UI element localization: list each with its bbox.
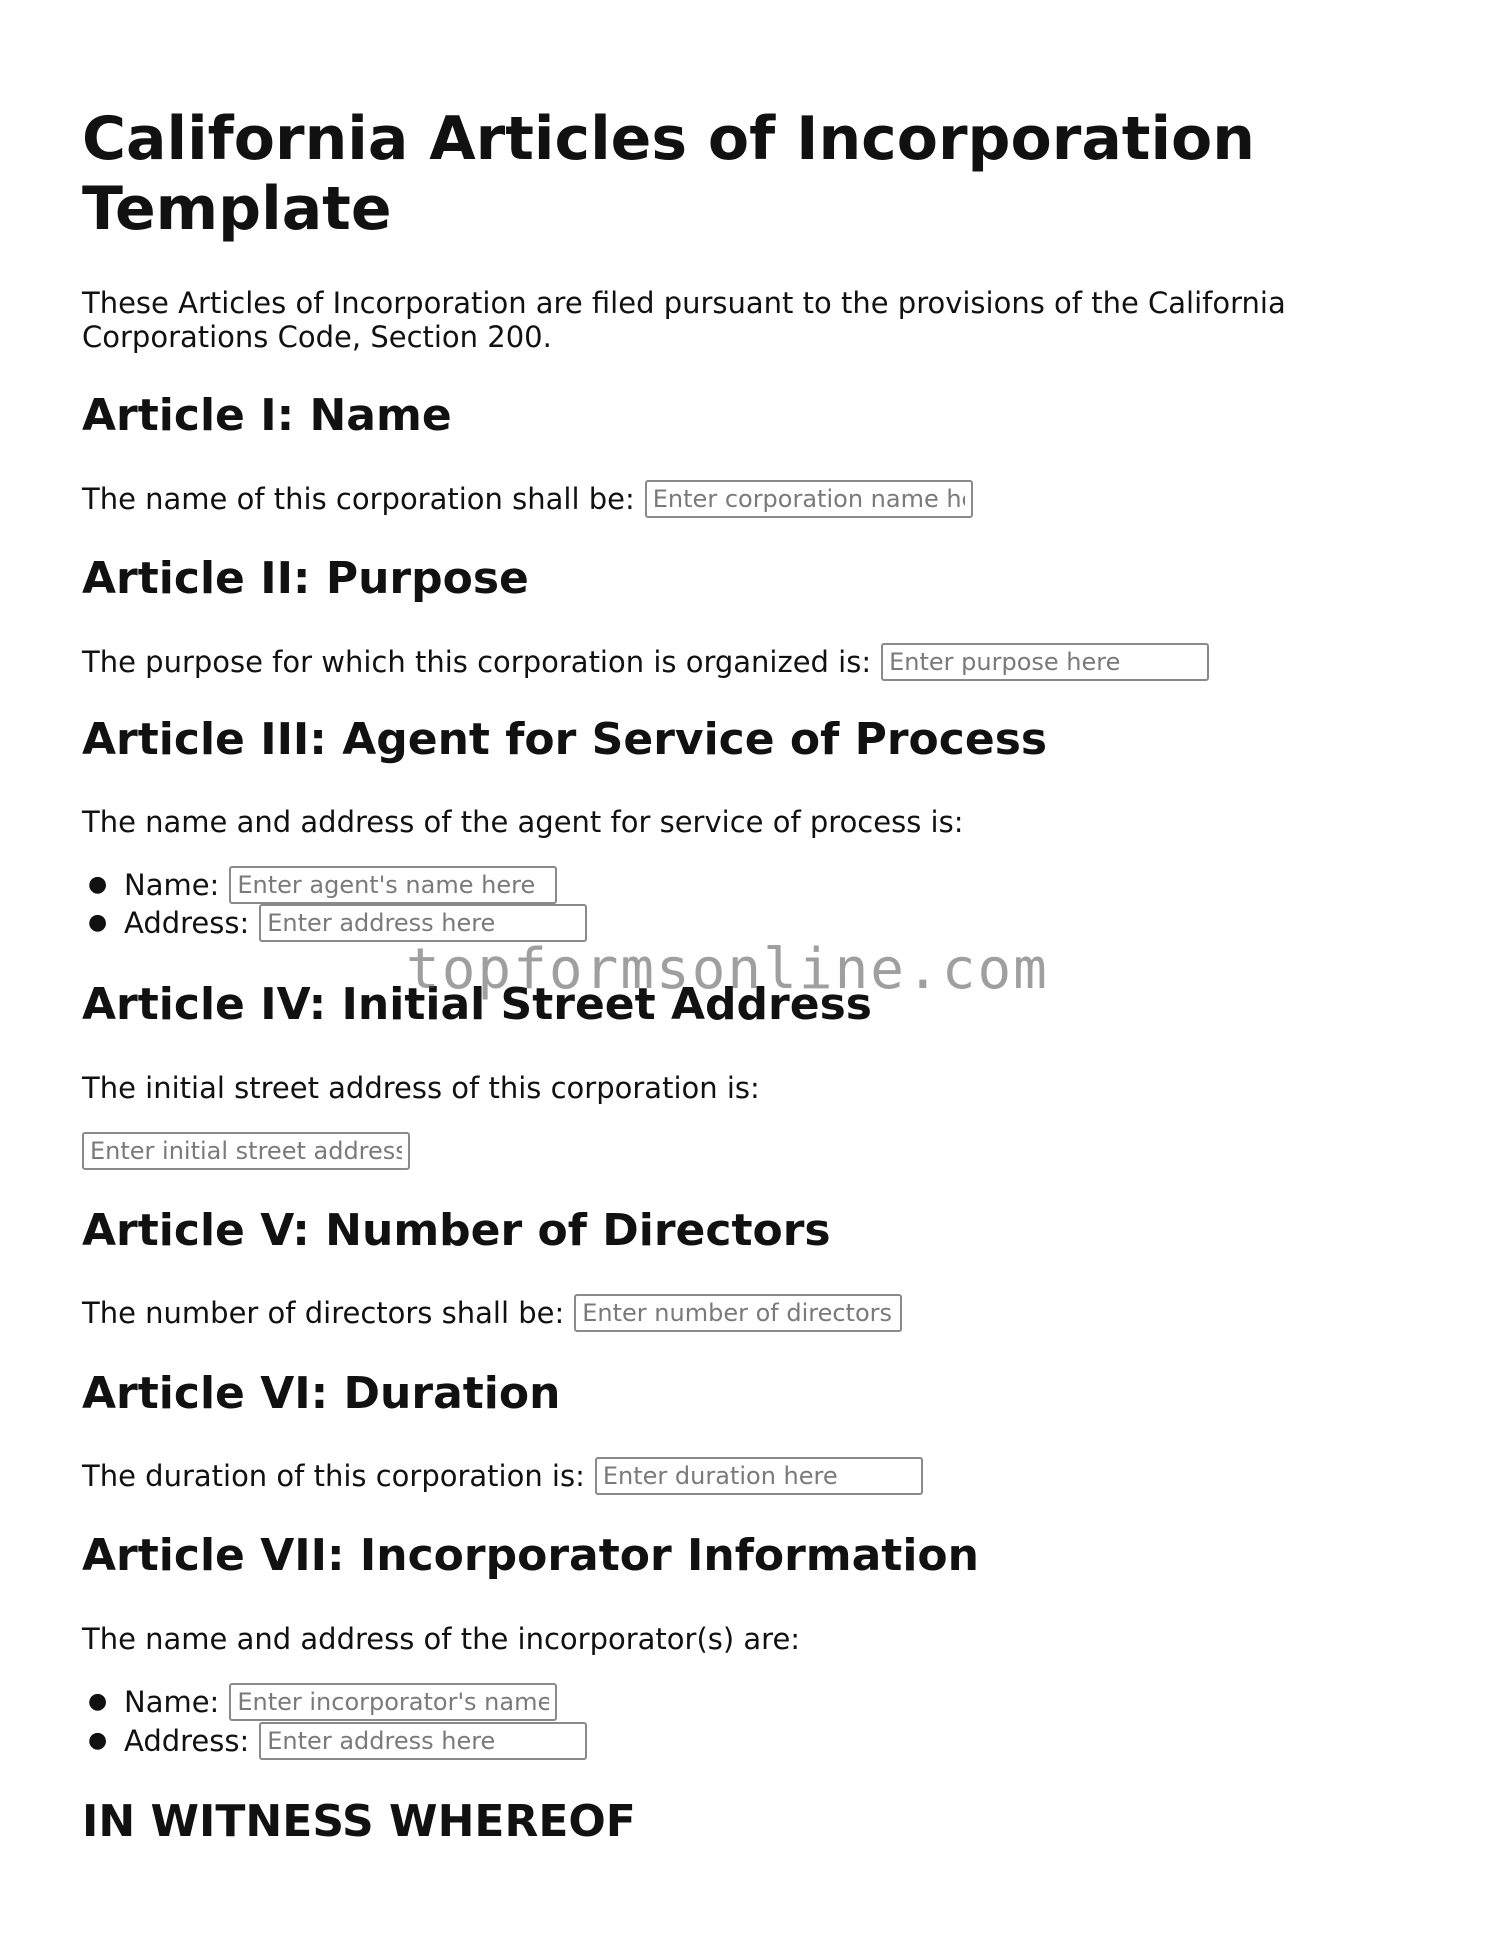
agent-address-label: Address: xyxy=(124,906,250,940)
bullet-icon: ● xyxy=(88,1689,108,1714)
article-4-row xyxy=(82,1132,410,1170)
bullet-icon: ● xyxy=(88,910,108,935)
incorporator-name-item xyxy=(88,1683,557,1721)
bullet-icon: ● xyxy=(88,872,108,897)
watermark: topformsonline.com xyxy=(406,937,1049,1002)
duration-input[interactable] xyxy=(595,1457,923,1495)
corporation-name-input[interactable] xyxy=(645,480,973,518)
purpose-input[interactable] xyxy=(881,643,1209,681)
agent-name-input[interactable] xyxy=(229,866,557,904)
article-1-label: The name of this corporation shall be: xyxy=(82,482,635,516)
article-2-label: The purpose for which this corporation is organized is: xyxy=(82,645,872,679)
agent-address-item xyxy=(88,904,587,942)
incorporator-address-item xyxy=(88,1722,587,1760)
number-of-directors-input[interactable] xyxy=(574,1294,902,1332)
agent-address-input[interactable] xyxy=(259,904,587,942)
incorporator-address-input[interactable] xyxy=(259,1722,587,1760)
article-4-heading: Article IV: Initial Street Address xyxy=(82,979,872,1030)
article-5-row xyxy=(82,1294,902,1332)
article-2-heading: Article II: Purpose xyxy=(82,553,529,604)
article-6-label: The duration of this corporation is: xyxy=(82,1459,585,1493)
page-title: California Articles of Incorporation Template xyxy=(82,104,1255,244)
incorporator-name-label: Name: xyxy=(124,1685,220,1719)
article-7-text: The name and address of the incorporator(s) are: xyxy=(82,1622,801,1656)
witness-heading: IN WITNESS WHEREOF xyxy=(82,1796,636,1847)
article-5-heading: Article V: Number of Directors xyxy=(82,1205,831,1256)
article-6-heading: Article VI: Duration xyxy=(82,1368,561,1419)
article-6-row xyxy=(82,1457,923,1495)
article-5-label: The number of directors shall be: xyxy=(82,1296,565,1330)
article-7-heading: Article VII: Incorporator Information xyxy=(82,1530,979,1581)
agent-name-item xyxy=(88,866,557,904)
article-2-row xyxy=(82,643,1209,681)
bullet-icon: ● xyxy=(88,1728,108,1753)
article-1-heading: Article I: Name xyxy=(82,390,452,441)
article-3-heading: Article III: Agent for Service of Process xyxy=(82,714,1048,765)
agent-name-label: Name: xyxy=(124,868,220,902)
incorporator-address-label: Address: xyxy=(124,1724,250,1758)
incorporator-name-input[interactable] xyxy=(229,1683,557,1721)
initial-street-address-input[interactable] xyxy=(82,1132,410,1170)
article-4-text: The initial street address of this corporation is: xyxy=(82,1071,760,1105)
article-3-text: The name and address of the agent for service of process is: xyxy=(82,805,964,839)
intro-paragraph: These Articles of Incorporation are filed pursuant to the provisions of the California Corporations Code, Section 200. xyxy=(82,286,1286,354)
article-1-row xyxy=(82,480,973,518)
